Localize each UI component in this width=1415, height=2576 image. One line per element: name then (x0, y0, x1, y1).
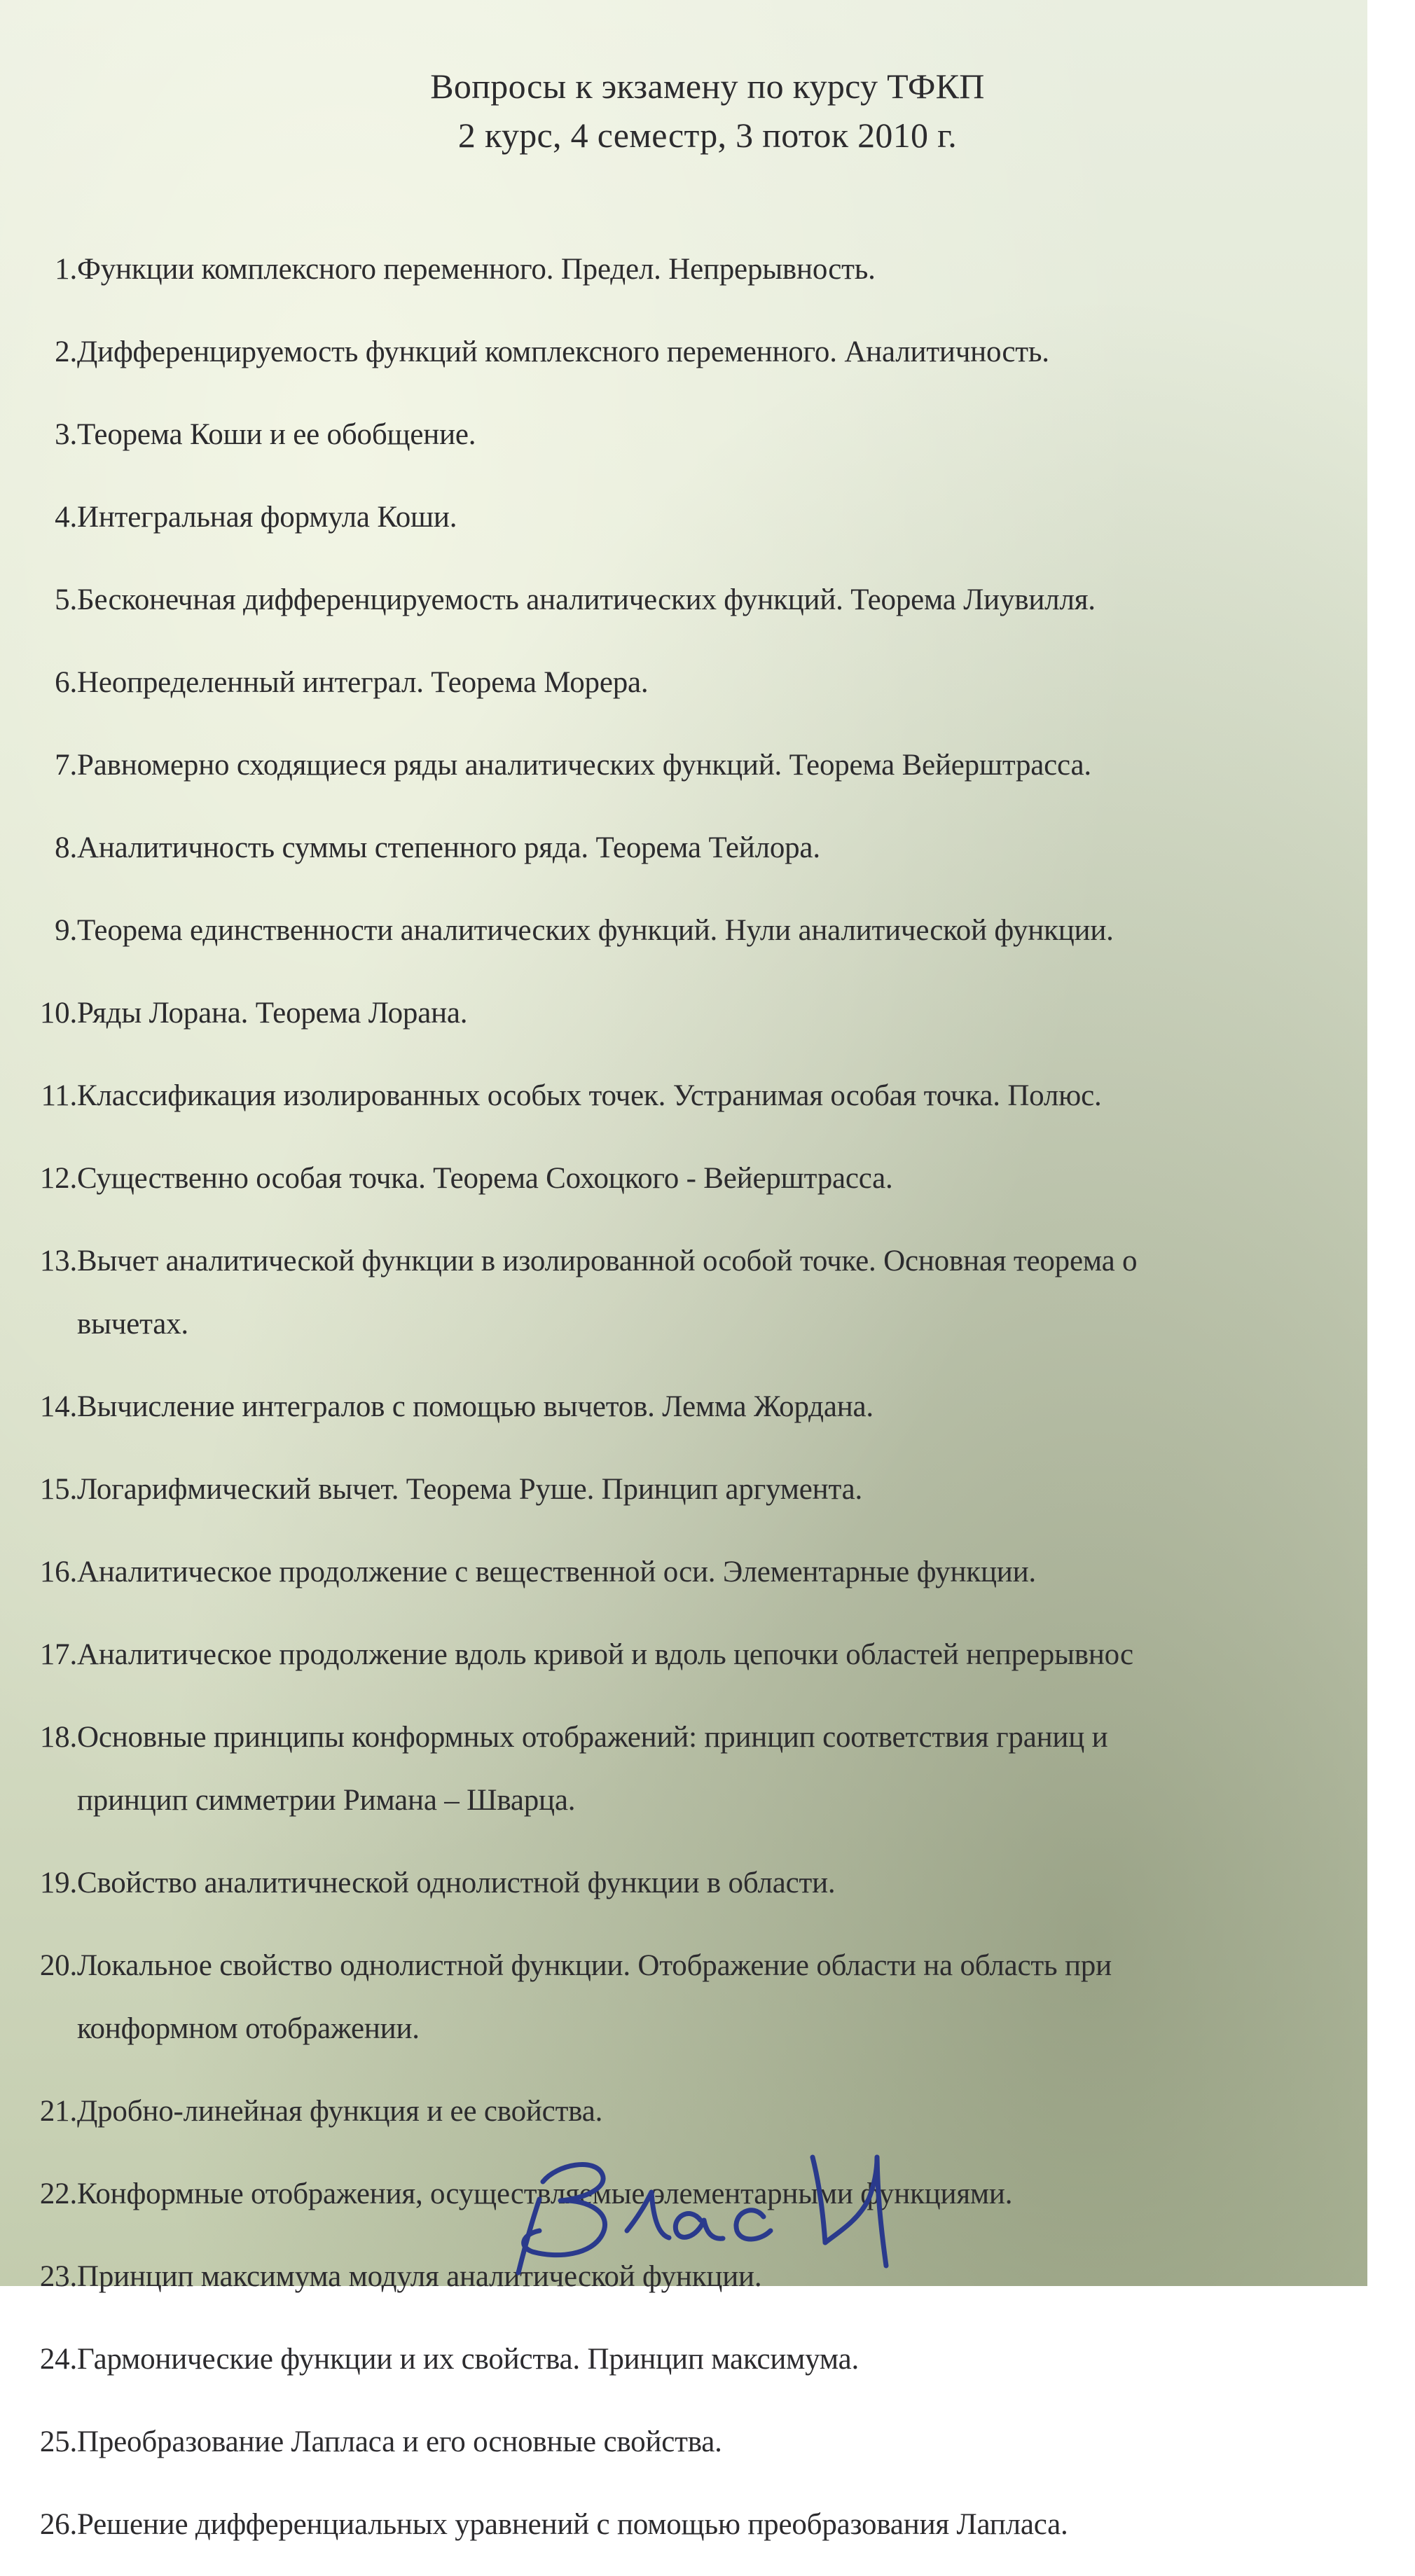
question-text-line: Свойство аналитичнеской однолистной функции в области. (77, 1867, 836, 1899)
question-number: 10. (39, 997, 77, 1030)
question-text-line: Интегральная формула Коши. (77, 501, 457, 534)
question-number: 23. (39, 2260, 77, 2293)
question-text-line: Вычисление интегралов с помощью вычетов. Лемма Жордана. (77, 1390, 874, 1423)
question-item (0, 1706, 1367, 1832)
question-item (0, 1376, 1367, 1439)
question-item (0, 1458, 1367, 1521)
question-text-line: конформном отображении. (77, 2012, 420, 2045)
question-text (77, 1706, 1367, 1832)
question-text-line: Классификация изолированных особых точек. Устранимая особая точка. Полюс. (77, 1079, 1102, 1112)
question-item (0, 2328, 1367, 2391)
question-item (0, 982, 1367, 1045)
question-text-line: Аналитичность суммы степенного ряда. Теорема Тейлора. (77, 831, 820, 864)
question-text-line: Принцип максимума модуля аналитической функции. (77, 2260, 762, 2293)
question-text (77, 1852, 1367, 1915)
question-number: 17. (39, 1638, 77, 1671)
question-text-line: принцип симметрии Римана – Шварца. (77, 1784, 576, 1817)
question-text-line: Дифференцируемость функций комплексного переменного. Аналитичность. (77, 335, 1049, 368)
question-number: 7. (55, 749, 77, 782)
question-text-line: Преобразование Лапласа и его основные свойства. (77, 2425, 722, 2458)
question-text-line: Ряды Лорана. Теорема Лорана. (77, 997, 468, 1030)
question-text-line: Вычет аналитической функции в изолированной особой точке. Основная теорема о (77, 1245, 1138, 1277)
question-number: 4. (55, 501, 77, 534)
question-number: 6. (55, 666, 77, 699)
question-item (0, 321, 1367, 384)
question-text (77, 817, 1367, 880)
question-text-line: Существенно особая точка. Теорема Сохоцкого - Вейерштрасса. (77, 1162, 893, 1195)
question-text-line: Дробно-линейная функция и ее свойства. (77, 2095, 603, 2128)
question-item (0, 817, 1367, 880)
question-text-line: Логарифмический вычет. Теорема Руше. Принцип аргумента. (77, 1473, 863, 1506)
question-item (0, 1623, 1367, 1687)
question-number: 5. (55, 583, 77, 616)
question-number: 26. (39, 2508, 77, 2541)
question-text (77, 1934, 1367, 2061)
question-text-line: Неопределенный интеграл. Теорема Морера. (77, 666, 649, 699)
question-text-line: вычетах. (77, 1308, 188, 1341)
question-text-line: Конформные отображения, осуществляемые элементарными функциями. (77, 2177, 1013, 2210)
question-text-line: Аналитическое продолжение с вещественной оси. Элементарные функции. (77, 1556, 1036, 1588)
question-number: 24. (39, 2343, 77, 2376)
question-number: 2. (55, 335, 77, 368)
question-number: 22. (39, 2177, 77, 2210)
question-text (77, 486, 1367, 549)
question-number: 25. (39, 2425, 77, 2458)
question-item (0, 651, 1367, 714)
question-text (77, 2328, 1367, 2391)
question-number: 13. (39, 1245, 77, 1277)
question-text (77, 569, 1367, 632)
title-line-1: Вопросы к экзамену по курсу ТФКП (430, 67, 985, 106)
question-item (0, 899, 1367, 962)
question-number: 8. (55, 831, 77, 864)
question-text (77, 2411, 1367, 2474)
question-number: 3. (55, 418, 77, 451)
question-text (77, 1376, 1367, 1439)
question-text-line: Теорема единственности аналитических функций. Нули аналитической функции. (77, 914, 1114, 947)
question-number: 9. (55, 914, 77, 947)
question-text (77, 1458, 1367, 1521)
question-text (77, 321, 1367, 384)
question-text (77, 899, 1367, 962)
question-item (0, 1852, 1367, 1915)
question-text (77, 1541, 1367, 1604)
question-number: 11. (41, 1079, 77, 1112)
title-line-2: 2 курс, 4 семестр, 3 поток 2010 г. (457, 116, 958, 155)
question-text (77, 651, 1367, 714)
question-text (77, 982, 1367, 1045)
question-item (0, 403, 1367, 466)
question-text (77, 1623, 1367, 1687)
question-text-line: Функции комплексного переменного. Предел. Непрерывность. (77, 253, 876, 286)
question-text (77, 1065, 1367, 1128)
question-text-line: Теорема Коши и ее обобщение. (77, 418, 476, 451)
question-text (77, 734, 1367, 797)
question-item (0, 734, 1367, 797)
question-item (0, 569, 1367, 632)
question-text (77, 2493, 1367, 2556)
question-item (0, 238, 1367, 301)
question-item (0, 1934, 1367, 2061)
question-text-line: Аналитическое продолжение вдоль кривой и вдоль цепочки областей непрерывнос (77, 1638, 1133, 1671)
question-item (0, 2493, 1367, 2556)
question-item (0, 486, 1367, 549)
question-number: 14. (39, 1390, 77, 1423)
question-text-line: Решение дифференциальных уравнений с помощью преобразования Лапласа. (77, 2508, 1068, 2541)
question-number: 15. (39, 1473, 77, 1506)
question-item (0, 1065, 1367, 1128)
document-title (0, 62, 1415, 160)
question-item (0, 1147, 1367, 1210)
question-number: 19. (39, 1867, 77, 1899)
question-number: 1. (55, 253, 77, 286)
question-text-line: Локальное свойство однолистной функции. Отображение области на область при (77, 1949, 1112, 1982)
question-text-line: Бесконечная дифференцируемость аналитических функций. Теорема Лиувилля. (77, 583, 1096, 616)
question-text-line: Основные принципы конформных отображений: принцип соответствия границ и (77, 1721, 1108, 1754)
question-number: 21. (39, 2095, 77, 2128)
question-text-line: Равномерно сходящиеся ряды аналитических функций. Теорема Вейерштрасса. (77, 749, 1091, 782)
question-item (0, 2411, 1367, 2474)
question-text (77, 403, 1367, 466)
question-text-line: Гармонические функции и их свойства. Принцип максимума. (77, 2343, 860, 2376)
question-text (77, 1147, 1367, 1210)
question-number: 20. (39, 1949, 77, 1982)
question-item (0, 1541, 1367, 1604)
question-text (77, 1230, 1367, 1356)
question-number: 18. (39, 1721, 77, 1754)
question-text (77, 238, 1367, 301)
question-number: 12. (39, 1162, 77, 1195)
question-item (0, 1230, 1367, 1356)
question-number: 16. (39, 1556, 77, 1588)
handwritten-signature (490, 2115, 981, 2283)
